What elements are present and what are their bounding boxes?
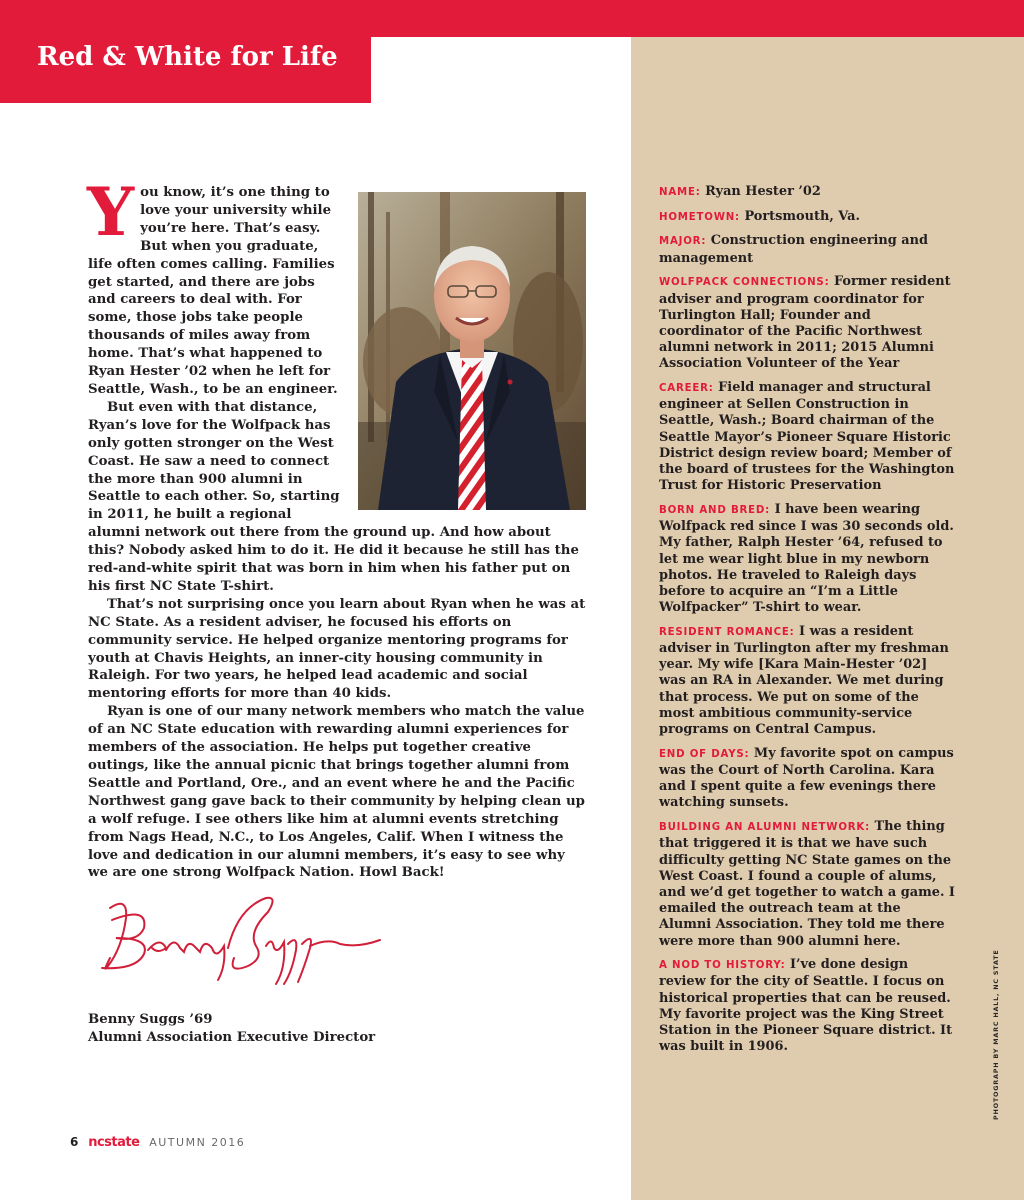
fact-label: BORN AND BRED: [659, 504, 771, 516]
fact-text: Ryan Hester ’02 [705, 184, 821, 199]
fact-hometown [659, 209, 957, 226]
fact-label: RESIDENT ROMANCE: [659, 626, 795, 638]
fact-text: Former resident adviser and program coordinator for Turlington Hall; Founder and coordinator of the Pacific Northwest alumni network in 2011; 2015 Alumni Association Volunteer of the Year [659, 274, 951, 372]
fact-text: My favorite spot on campus was the Court of North Carolina. Kara and I spent quite a few evenings there watching sunsets. [659, 745, 954, 811]
fact-label: A NOD TO HISTORY: [659, 960, 786, 972]
fact-label: BUILDING AN ALUMNI NETWORK: [659, 822, 870, 834]
paragraph-4: Ryan is one of our many network members who match the value of an NC State education with rewarding alumni experiences for members of the association. He helps put together creative outings, like the annual picnic that brings together alumni from Seattle and Portland, Ore., and an event where he and the Pacific Northwest gang gave back to their community by helping clean up a wolf refuge. I see others like him at alumni events stretching from Nags Head, N.C., to Los Angeles, Calif. When I witness the love and dedication in our alumni members, it’s easy to see why we are one strong Wolfpack Nation. Howl Back! [88, 704, 585, 881]
article-body [87, 173, 588, 882]
fact-sheet [659, 184, 957, 1063]
fact-label: NAME: [659, 187, 701, 198]
top-red-bar [0, 0, 1024, 37]
issue-season: AUTUMN 2016 [149, 1136, 246, 1149]
fact-nod-to-history [659, 957, 957, 1055]
brand-wordmark: ncstate [88, 1135, 140, 1150]
page-footer [70, 1135, 245, 1150]
fact-text: I have been wearing Wolfpack red since I was 30 seconds old. My father, Ralph Hester ’64, refused to let me wear light blue in my newborn photos. He traveled to Raleigh days before to acquire an “I’m a Little Wolfpacker” T-shirt to wear. [659, 501, 954, 616]
portrait-photo-frame [358, 192, 588, 514]
fact-label: CAREER: [659, 383, 714, 395]
signer-title: Alumni Association Executive Director [88, 1030, 376, 1045]
fact-label: END OF DAYS: [659, 748, 750, 760]
section-title: Red & White for Life [37, 42, 338, 72]
paragraph-3: That’s not surprising once you learn about Ryan when he was at NC State. As a resident adviser, he focused his efforts on community service. He helped organize mentoring programs for youth at Chavis Heights, an inner-city housing community in Raleigh. For two years, he helped lead academic and social mentoring efforts for more than 40 kids. [88, 596, 586, 702]
fact-text: Portsmouth, Va. [744, 208, 860, 224]
fact-end-of-days [659, 746, 957, 812]
signature-image [88, 888, 388, 988]
photo-credit: PHOTOGRAPH BY MARC HALL, NC STATE [992, 949, 1000, 1120]
fact-career [659, 380, 957, 494]
fact-resident-romance [659, 624, 957, 738]
fact-text: Construction engineering and management [659, 233, 929, 266]
fact-name [659, 184, 957, 201]
paragraph-2: But even with that distance, Ryan’s love for the Wolfpack has only gotten stronger on the West Coast. He saw a need to connect the more than 900 alumni in Seattle to each other. So, starting in 2011, he built a regional alumni network out there from the ground up. And how about this? Nobody asked him to do it. He did it because he still has the red-and-white spirit that was born in him when his father put on his first NC State T-shirt. [88, 399, 579, 594]
portrait-photo [358, 192, 586, 510]
fact-major [659, 233, 957, 266]
fact-text: I’ve done design review for the city of Seattle. I focus on historical properties that can be reused. My favorite project was the King Street Station in the Pioneer Square district. It was built in 1906. [659, 957, 953, 1055]
fact-born-and-bred [659, 502, 957, 616]
section-title-tab [0, 37, 371, 103]
fact-building-alumni-network [659, 819, 957, 950]
fact-text: Field manager and structural engineer at Sellen Construction in Seattle, Wash.; Board chairman of the Seattle Mayor’s Pioneer Square Historic District design review board; Member of the board of trustees for the Washington Trust for Historic Preservation [659, 380, 955, 494]
signer-name: Benny Suggs ’69 [88, 1012, 213, 1027]
page-number: 6 [70, 1135, 79, 1149]
fact-label: HOMETOWN: [659, 211, 740, 223]
fact-label: WOLFPACK CONNECTIONS: [659, 277, 830, 289]
drop-cap: Y [87, 173, 135, 251]
paragraph-1: ou know, it’s one thing to love your university while you’re here. That’s easy. But when you graduate, life often comes calling. Families get started, and there are jobs and careers to deal with. For some, those jobs take people thousands of miles away from home. That’s what happened to Ryan Hester ’02 when he left for Seattle, Wash., to be an engineer. [88, 185, 338, 397]
fact-text: I was a resident adviser in Turlington after my freshman year. My wife [Kara Main-Hester ’02] was an RA in Alexander. We met during that process. We put on some of the most ambitious community-service programs on Central Campus. [659, 623, 949, 738]
fact-text: The thing that triggered it is that we have such difficulty getting NC State games on the West Coast. I found a couple of alums, and we’d get together to watch a game. I emailed the outreach team at the Alumni Association. They told me there were more than 900 alumni here. [659, 819, 955, 949]
fact-wolfpack-connections [659, 274, 957, 372]
fact-label: MAJOR: [659, 236, 707, 248]
